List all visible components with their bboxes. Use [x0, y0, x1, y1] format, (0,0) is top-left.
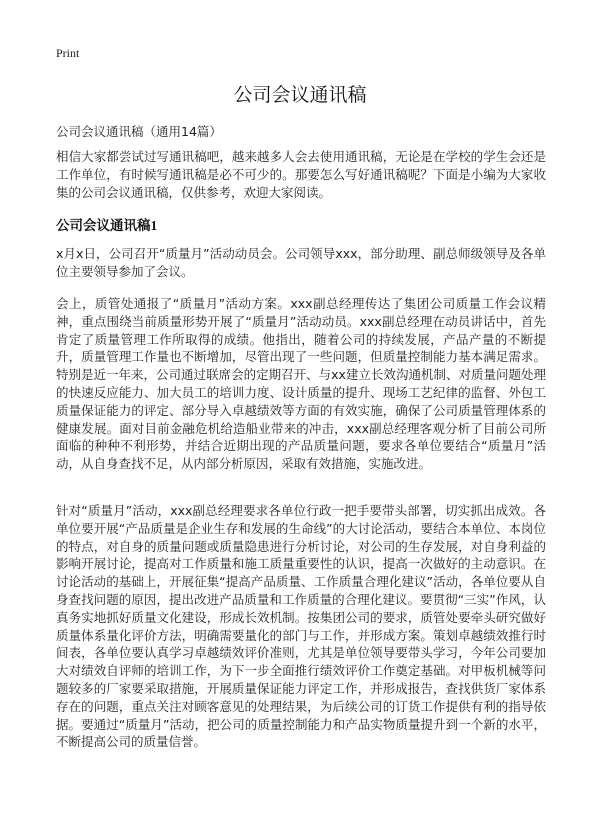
document-subtitle: 公司会议通讯稿（通用14篇） — [56, 124, 222, 139]
body-paragraph-1: x月x日，公司召开“质量月”活动动员会。公司领导xxx，部分助理、副总师级领导及各单位主要领导参加了会议。 — [56, 246, 546, 279]
body-paragraph-2: 会上，质管处通报了“质量月”活动方案。xxx副总经理传达了集团公司质量工作会议精神，重点围绕当前质量形势开展了“质量月”活动动员。xxx副总经理在动员讲话中，首先肯定了质量管理工作所取得的成绩。他指出，随着公司的持续发展，产品产量的不断提升，质量管理工作量也不断增加，尽管出现了一些问题，但质量控制能力基本满足需求。特别是近一年来，公司通过联席会的定期召开、与xx建立长效沟通机制、对质量问题处理的快速反应能力、加大员工的培训力度、设计质量的提升、现场工艺纪律的监督、外包工质量保证能力的评定、部分导入卓越绩效等方面的有效实施，确保了公司质量管理体系的健康发展。面对目前金融危机给造船业带来的冲击，xxx副总经理客观分析了目前公司所面临的种种不利形势，并结合近期出现的产品质量问题，要求各单位要结合“质量月”活动，从自身查找不足，从内部分析原因，采取有效措施，实施改进。 — [56, 296, 546, 472]
section-heading: 公司会议通讯稿1 — [56, 218, 158, 233]
intro-paragraph: 相信大家都尝试过写通讯稿吧，越来越多人会去使用通讯稿，无论是在学校的学生会还是工作单位，有时候写通讯稿是必不可少的。那要怎么写好通讯稿呢？下面是小编为大家收集的公司会议通讯稿，仅供参考，欢迎大家阅读。 — [56, 149, 546, 200]
page-title: 公司会议通讯稿 — [233, 84, 367, 106]
print-link[interactable]: Print — [56, 46, 80, 60]
body-paragraph-3: 针对“质量月”活动，xxx副总经理要求各单位行政一把手要带头部署，切实抓出成效。各单位要开展“产品质量是企业生存和发展的生命线”的大讨论活动，要结合本单位、本岗位的特点，对自身的质量问题或质量隐患进行分析讨论，对公司的生存发展，对自身利益的影响开展讨论，提高对工作质量和施工质量重要性的认识，提高一次做好的主动意识。在讨论活动的基础上，开展征集“提高产品质量、工作质量合理化建议”活动，各单位要从自身查找问题的原因，提出改进产品质量和工作质量的合理化建议。要贯彻“三实”作风，认真务实地抓好质量文化建设，形成长效机制。按集团公司的要求，质管处要牵头研究做好质量体系量化评价方法，明确需要量化的部门与工作，并形成方案。策划卓越绩效推行时间表，各单位要认真学习卓越绩效评价准则，尤其是单位领导要带头学习，今年公司要加大对绩效自评师的培训工作，为下一步全面推行绩效评价工作奠定基础。对甲板机械等问题较多的厂家要采取措施，开展质量保证能力评定工作，并形成报告，查找供货厂家体系存在的问题，重点关注对顾客意见的处理结果，为后续公司的订货工作提供有利的指导依据。要通过“质量月”活动，把公司的质量控制能力和产品实物质量提升到一个新的水平，不断提高公司的质量信誉。 — [56, 503, 546, 750]
